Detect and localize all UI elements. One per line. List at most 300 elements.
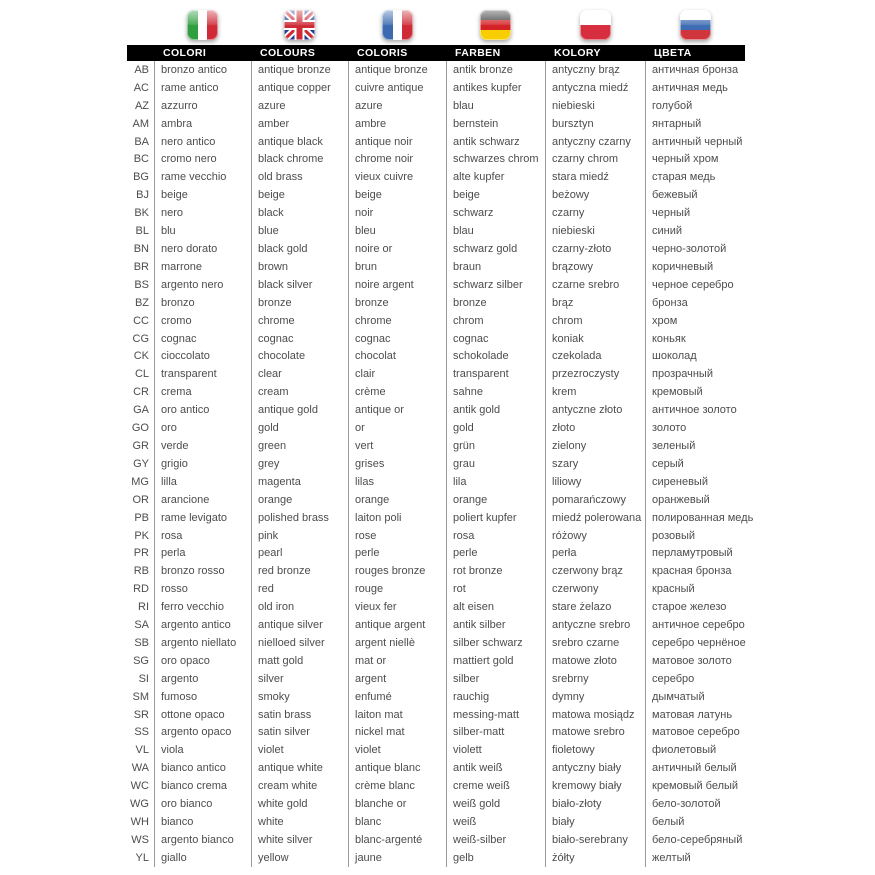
color-name-russian: черный хром <box>645 151 745 169</box>
color-name-english: pink <box>251 527 348 545</box>
color-name-russian: бело-золотой <box>645 795 745 813</box>
color-name-german: rauchig <box>446 688 545 706</box>
color-name-polish: niebieski <box>545 97 645 115</box>
color-code: AM <box>132 117 149 130</box>
color-name-german: creme weiß <box>446 777 545 795</box>
color-name-german: rot bronze <box>446 562 545 580</box>
color-name-german: antik gold <box>446 401 545 419</box>
color-name-polish: pomarańczowy <box>545 491 645 509</box>
color-name-italian: fumoso <box>154 688 251 706</box>
color-name-english: magenta <box>251 473 348 491</box>
color-code: BG <box>133 171 149 184</box>
table-row <box>127 634 745 652</box>
table-row <box>127 133 745 151</box>
color-name-french: perle <box>348 544 446 562</box>
table-row <box>127 97 745 115</box>
color-name-russian: бронза <box>645 294 745 312</box>
color-name-french: rose <box>348 527 446 545</box>
table-row <box>127 186 745 204</box>
color-name-french: laiton mat <box>348 706 446 724</box>
color-name-polish: antyczna miedź <box>545 79 645 97</box>
table-row <box>127 437 745 455</box>
color-name-french: noir <box>348 204 446 222</box>
color-name-english: amber <box>251 115 348 133</box>
color-name-english: green <box>251 437 348 455</box>
color-name-french: orange <box>348 491 446 509</box>
color-code: AC <box>133 81 149 94</box>
color-name-french: chocolat <box>348 348 446 366</box>
color-name-polish: antyczny brąz <box>545 61 645 79</box>
color-name-english: blue <box>251 222 348 240</box>
color-name-russian: розовый <box>645 527 745 545</box>
color-name-german: grün <box>446 437 545 455</box>
color-name-german: bronze <box>446 294 545 312</box>
color-name-polish: antyczny biały <box>545 759 645 777</box>
header-farben: FARBEN <box>455 47 501 59</box>
color-name-english: gold <box>251 419 348 437</box>
color-name-italian: blu <box>154 222 251 240</box>
color-name-russian: коньяк <box>645 330 745 348</box>
color-name-polish: bursztyn <box>545 115 645 133</box>
color-code: SS <box>134 726 149 739</box>
color-name-french: vieux fer <box>348 598 446 616</box>
color-name-french: or <box>348 419 446 437</box>
color-code: BC <box>133 153 149 166</box>
color-name-polish: różowy <box>545 527 645 545</box>
color-name-polish: antyczny czarny <box>545 133 645 151</box>
color-name-english: cream white <box>251 777 348 795</box>
table-row <box>127 383 745 401</box>
color-code: RI <box>138 601 149 614</box>
color-name-italian: argento opaco <box>154 724 251 742</box>
color-name-italian: transparent <box>154 365 251 383</box>
color-name-polish: liliowy <box>545 473 645 491</box>
color-name-polish: beżowy <box>545 186 645 204</box>
color-name-polish: matowe srebro <box>545 724 645 742</box>
poland-flag-icon <box>545 9 645 40</box>
color-code: BR <box>133 260 149 273</box>
table-row <box>127 509 754 527</box>
color-name-french: rouges bronze <box>348 562 446 580</box>
color-name-italian: ferro vecchio <box>154 598 251 616</box>
color-name-german: antik bronze <box>446 61 545 79</box>
header-coloris: COLORIS <box>357 47 408 59</box>
color-name-english: black silver <box>251 276 348 294</box>
color-name-english: violet <box>251 741 348 759</box>
color-name-english: antique copper <box>251 79 348 97</box>
color-name-english: red bronze <box>251 562 348 580</box>
table-row <box>127 61 745 79</box>
color-code: SB <box>134 636 149 649</box>
color-code: BJ <box>136 189 149 202</box>
color-name-french: antique noir <box>348 133 446 151</box>
color-name-french: blanc-argenté <box>348 831 446 849</box>
table-row <box>127 312 745 330</box>
color-name-german: transparent <box>446 365 545 383</box>
color-name-italian: rame vecchio <box>154 168 251 186</box>
color-code: PB <box>134 511 149 524</box>
color-name-german: perle <box>446 544 545 562</box>
color-name-english: pearl <box>251 544 348 562</box>
color-name-russian: золото <box>645 419 745 437</box>
color-name-russian: бежевый <box>645 186 745 204</box>
color-name-german: alt eisen <box>446 598 545 616</box>
color-name-russian: античное серебро <box>645 616 745 634</box>
color-name-english: smoky <box>251 688 348 706</box>
color-name-french: azure <box>348 97 446 115</box>
color-name-german: rot <box>446 580 545 598</box>
color-name-polish: biało-serebrany <box>545 831 645 849</box>
flags-row <box>127 9 745 40</box>
color-name-russian: серебро чернёное <box>645 634 745 652</box>
color-name-german: schwarzes chrom <box>446 151 545 169</box>
color-name-italian: rame antico <box>154 79 251 97</box>
color-name-polish: srebro czarne <box>545 634 645 652</box>
color-name-polish: czarny chrom <box>545 151 645 169</box>
table-row <box>127 276 745 294</box>
color-name-english: satin brass <box>251 706 348 724</box>
color-name-russian: античный черный <box>645 133 745 151</box>
color-name-english: antique gold <box>251 401 348 419</box>
color-name-german: beige <box>446 186 545 204</box>
color-name-russian: старая медь <box>645 168 745 186</box>
color-name-english: old iron <box>251 598 348 616</box>
color-name-german: antikes kupfer <box>446 79 545 97</box>
color-name-russian: серый <box>645 455 745 473</box>
color-name-french: cognac <box>348 330 446 348</box>
color-name-english: red <box>251 580 348 598</box>
color-name-polish: czerwony <box>545 580 645 598</box>
color-name-french: antique or <box>348 401 446 419</box>
color-name-english: polished brass <box>251 509 348 527</box>
color-name-italian: bronzo antico <box>154 61 251 79</box>
color-name-english: old brass <box>251 168 348 186</box>
color-name-english: matt gold <box>251 652 348 670</box>
color-name-german: chrom <box>446 312 545 330</box>
color-name-polish: szary <box>545 455 645 473</box>
color-name-polish: antyczne złoto <box>545 401 645 419</box>
color-name-french: bronze <box>348 294 446 312</box>
color-name-russian: шоколад <box>645 348 745 366</box>
color-name-italian: azzurro <box>154 97 251 115</box>
color-name-russian: фиолетовый <box>645 741 745 759</box>
color-name-polish: zielony <box>545 437 645 455</box>
color-name-italian: argento bianco <box>154 831 251 849</box>
color-name-italian: bronzo rosso <box>154 562 251 580</box>
color-name-italian: bianco <box>154 813 251 831</box>
color-name-french: jaune <box>348 849 446 867</box>
color-name-french: argent <box>348 670 446 688</box>
color-name-french: violet <box>348 741 446 759</box>
color-name-german: schwarz silber <box>446 276 545 294</box>
color-name-russian: хром <box>645 312 745 330</box>
color-name-russian: черное серебро <box>645 276 745 294</box>
color-name-polish: perła <box>545 544 645 562</box>
color-name-french: chrome noir <box>348 151 446 169</box>
color-name-italian: marrone <box>154 258 251 276</box>
color-name-english: azure <box>251 97 348 115</box>
color-name-polish: biało-złoty <box>545 795 645 813</box>
color-name-russian: зеленый <box>645 437 745 455</box>
color-name-english: chocolate <box>251 348 348 366</box>
table-row <box>127 813 745 831</box>
color-name-english: cognac <box>251 330 348 348</box>
color-name-italian: verde <box>154 437 251 455</box>
color-name-polish: brąz <box>545 294 645 312</box>
color-code: SA <box>134 619 149 632</box>
color-name-russian: старое железо <box>645 598 745 616</box>
color-name-german: messing-matt <box>446 706 545 724</box>
color-name-polish: miedź polerowana <box>545 509 645 527</box>
color-name-polish: chrom <box>545 312 645 330</box>
color-name-english: black gold <box>251 240 348 258</box>
color-name-polish: antyczne srebro <box>545 616 645 634</box>
color-name-russian: матовое серебро <box>645 724 745 742</box>
color-name-english: satin silver <box>251 724 348 742</box>
color-code: PR <box>133 547 149 560</box>
color-name-french: vieux cuivre <box>348 168 446 186</box>
color-name-german: gold <box>446 419 545 437</box>
color-name-german: bernstein <box>446 115 545 133</box>
table-row <box>127 741 745 759</box>
color-name-polish: przezroczysty <box>545 365 645 383</box>
color-name-french: mat or <box>348 652 446 670</box>
color-code: VL <box>135 744 149 757</box>
color-name-italian: rosa <box>154 527 251 545</box>
color-code: RD <box>133 583 149 596</box>
color-name-russian: матовое золото <box>645 652 745 670</box>
color-name-french: laiton poli <box>348 509 446 527</box>
color-name-french: blanc <box>348 813 446 831</box>
color-code: GO <box>131 422 149 435</box>
color-code: RB <box>133 565 149 578</box>
color-name-russian: полированная медь <box>645 509 745 527</box>
color-name-italian: argento niellato <box>154 634 251 652</box>
color-name-italian: nero dorato <box>154 240 251 258</box>
color-name-german: antik weiß <box>446 759 545 777</box>
table-row <box>127 330 745 348</box>
color-name-russian: красная бронза <box>645 562 745 580</box>
color-name-italian: rosso <box>154 580 251 598</box>
color-name-polish: koniak <box>545 330 645 348</box>
color-name-italian: rame levigato <box>154 509 251 527</box>
color-name-german: poliert kupfer <box>446 509 545 527</box>
color-name-french: noire or <box>348 240 446 258</box>
table-row <box>127 473 745 491</box>
color-name-german: blau <box>446 222 545 240</box>
color-name-italian: beige <box>154 186 251 204</box>
color-name-french: cuivre antique <box>348 79 446 97</box>
color-name-german: gelb <box>446 849 545 867</box>
color-name-german: alte kupfer <box>446 168 545 186</box>
color-name-polish: czerwony brąz <box>545 562 645 580</box>
color-name-polish: brązowy <box>545 258 645 276</box>
germany-flag-icon <box>446 9 545 40</box>
color-name-italian: argento nero <box>154 276 251 294</box>
color-name-russian: дымчатый <box>645 688 745 706</box>
color-code: SR <box>133 708 149 721</box>
color-name-german: schwarz gold <box>446 240 545 258</box>
color-name-italian: lilla <box>154 473 251 491</box>
table-row <box>127 365 745 383</box>
color-name-italian: cromo nero <box>154 151 251 169</box>
color-name-russian: античный белый <box>645 759 745 777</box>
color-name-italian: argento antico <box>154 616 251 634</box>
color-name-italian: bianco crema <box>154 777 251 795</box>
color-name-italian: giallo <box>154 849 251 867</box>
color-name-german: grau <box>446 455 545 473</box>
color-name-english: yellow <box>251 849 348 867</box>
table-row <box>127 401 745 419</box>
color-name-french: vert <box>348 437 446 455</box>
color-name-english: bronze <box>251 294 348 312</box>
color-name-polish: kremowy biały <box>545 777 645 795</box>
color-name-russian: кремовый <box>645 383 745 401</box>
color-name-french: enfumé <box>348 688 446 706</box>
table-row <box>127 240 745 258</box>
table-row <box>127 348 745 366</box>
table-row <box>127 115 745 133</box>
table-row <box>127 79 745 97</box>
color-name-italian: bronzo <box>154 294 251 312</box>
color-name-polish: czarny <box>545 204 645 222</box>
color-code: SM <box>132 690 149 703</box>
table-row <box>127 688 745 706</box>
russia-flag-icon <box>645 9 745 40</box>
color-name-english: white <box>251 813 348 831</box>
color-name-italian: oro <box>154 419 251 437</box>
color-name-italian: oro antico <box>154 401 251 419</box>
color-name-russian: коричневый <box>645 258 745 276</box>
color-name-russian: бело-серебряный <box>645 831 745 849</box>
color-name-russian: серебро <box>645 670 745 688</box>
color-code: CL <box>134 368 149 381</box>
color-name-italian: argento <box>154 670 251 688</box>
color-name-english: antique white <box>251 759 348 777</box>
color-name-german: schokolade <box>446 348 545 366</box>
color-name-italian: ambra <box>154 115 251 133</box>
color-name-german: silber schwarz <box>446 634 545 652</box>
color-name-russian: прозрачный <box>645 365 745 383</box>
table-row <box>127 562 745 580</box>
color-name-polish: żółty <box>545 849 645 867</box>
color-code: GR <box>132 439 149 452</box>
color-name-polish: złoto <box>545 419 645 437</box>
color-name-polish: biały <box>545 813 645 831</box>
flag-cell-spacer <box>127 9 154 40</box>
color-name-polish: krem <box>545 383 645 401</box>
color-name-italian: ottone opaco <box>154 706 251 724</box>
color-name-polish: fioletowy <box>545 741 645 759</box>
color-code: MG <box>131 475 149 488</box>
color-name-polish: czarny-złoto <box>545 240 645 258</box>
color-name-polish: czarne srebro <box>545 276 645 294</box>
color-name-polish: stare żelazo <box>545 598 645 616</box>
color-code: BK <box>134 207 149 220</box>
color-name-german: orange <box>446 491 545 509</box>
table-row <box>127 204 745 222</box>
color-name-italian: nero antico <box>154 133 251 151</box>
color-name-french: antique blanc <box>348 759 446 777</box>
color-name-russian: античная медь <box>645 79 745 97</box>
color-code: WG <box>130 798 149 811</box>
color-name-english: cream <box>251 383 348 401</box>
color-name-german: weiß <box>446 813 545 831</box>
color-code: CR <box>133 386 149 399</box>
table-row <box>127 616 745 634</box>
color-code: BS <box>134 278 149 291</box>
color-name-russian: голубой <box>645 97 745 115</box>
header-colours: COLOURS <box>260 47 316 59</box>
color-name-french: antique argent <box>348 616 446 634</box>
color-name-english: clear <box>251 365 348 383</box>
color-name-polish: matowa mosiądz <box>545 706 645 724</box>
color-name-french: lilas <box>348 473 446 491</box>
table-header-bar <box>127 45 745 61</box>
color-name-italian: arancione <box>154 491 251 509</box>
table-row <box>127 222 745 240</box>
color-code: CG <box>132 332 149 345</box>
color-code: AB <box>134 63 149 76</box>
color-name-english: orange <box>251 491 348 509</box>
color-name-french: noire argent <box>348 276 446 294</box>
color-name-english: beige <box>251 186 348 204</box>
color-name-italian: nero <box>154 204 251 222</box>
color-name-french: beige <box>348 186 446 204</box>
color-name-english: antique bronze <box>251 61 348 79</box>
color-name-german: braun <box>446 258 545 276</box>
color-name-russian: античная бронза <box>645 61 745 79</box>
color-code: OR <box>132 493 149 506</box>
table-row <box>127 598 745 616</box>
table-body <box>127 61 754 867</box>
color-name-french: crème <box>348 383 446 401</box>
color-code: CC <box>133 314 149 327</box>
table-row <box>127 294 745 312</box>
color-name-english: white gold <box>251 795 348 813</box>
color-name-german: weiß-silber <box>446 831 545 849</box>
table-row <box>127 795 745 813</box>
color-name-italian: oro opaco <box>154 652 251 670</box>
color-name-french: clair <box>348 365 446 383</box>
color-name-english: white silver <box>251 831 348 849</box>
color-code: BA <box>134 135 149 148</box>
color-name-english: brown <box>251 258 348 276</box>
color-name-french: nickel mat <box>348 724 446 742</box>
color-name-polish: matowe złoto <box>545 652 645 670</box>
color-name-german: violett <box>446 741 545 759</box>
color-name-italian: viola <box>154 741 251 759</box>
color-name-german: lila <box>446 473 545 491</box>
color-code: BN <box>133 243 149 256</box>
table-row <box>127 706 745 724</box>
color-name-russian: черный <box>645 204 745 222</box>
color-name-italian: perla <box>154 544 251 562</box>
table-row <box>127 151 745 169</box>
color-name-french: blanche or <box>348 795 446 813</box>
header-colori: COLORI <box>163 47 207 59</box>
color-name-russian: черно-золотой <box>645 240 745 258</box>
table-row <box>127 849 745 867</box>
color-name-english: grey <box>251 455 348 473</box>
color-code: GY <box>133 457 149 470</box>
color-name-french: argent niellè <box>348 634 446 652</box>
color-name-german: antik schwarz <box>446 133 545 151</box>
table-row <box>127 491 745 509</box>
color-name-russian: желтый <box>645 849 745 867</box>
france-flag-icon <box>348 9 446 40</box>
color-code: CK <box>133 350 149 363</box>
